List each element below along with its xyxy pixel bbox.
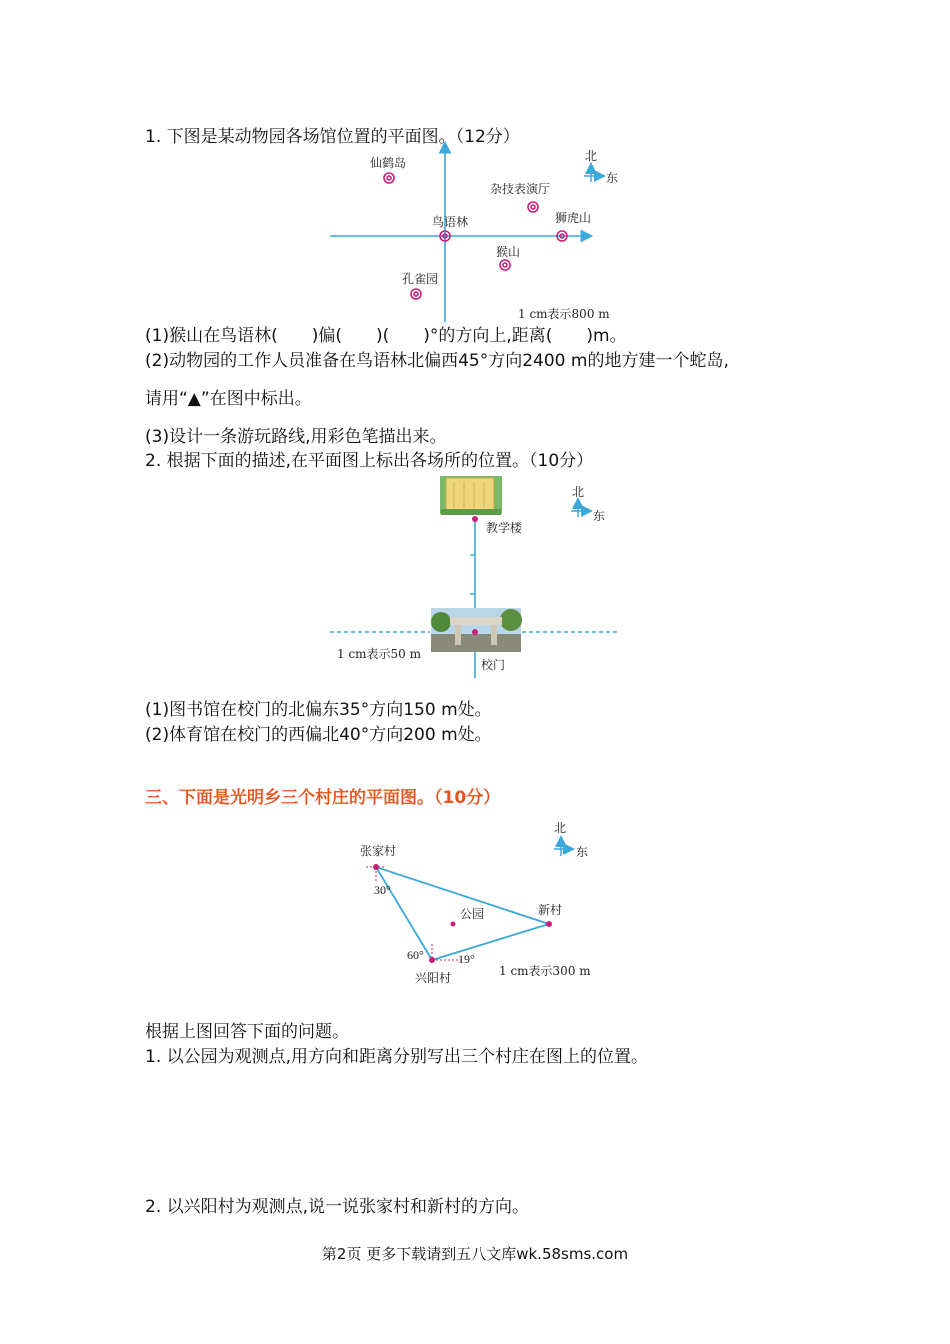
xincun-label: 新村 — [538, 903, 563, 917]
compass-north-label: 北 — [554, 821, 567, 835]
school-scale: 1 cm表示50 m — [337, 647, 422, 661]
q1-sub2b: 请用“▲”在图中标出。 — [145, 389, 312, 409]
gate-label: 校门 — [481, 658, 506, 672]
q1-sub3: (3)设计一条游玩路线,用彩色笔描出来。 — [145, 427, 447, 447]
place-shihushan: 狮虎山 — [555, 211, 592, 225]
compass-east-label: 东 — [576, 845, 589, 859]
zoo-scale: 1 cm表示800 m — [518, 307, 610, 321]
compass-icon — [554, 838, 572, 856]
section3-intro: 根据上图回答下面的问题。 — [145, 1022, 349, 1042]
place-niaoyulin: 鸟语林 — [432, 215, 469, 229]
zhangjiacun-label: 张家村 — [360, 844, 397, 858]
place-houshan: 猴山 — [496, 245, 521, 259]
q2-title: 2. 根据下面的描述,在平面图上标出各场所的位置。（10分） — [145, 451, 594, 471]
section3-heading: 三、下面是光明乡三个村庄的平面图。（10分） — [145, 788, 501, 808]
q2-sub2: (2)体育馆在校门的西偏北40°方向200 m处。 — [145, 725, 492, 745]
q1-sub2a: (2)动物园的工作人员准备在鸟语林北偏西45°方向2400 m的地方建一个蛇岛, — [145, 351, 729, 371]
page-footer: 第2页 更多下载请到五八文库wk.58sms.com — [321, 1245, 629, 1263]
angle-60: 60° — [407, 948, 424, 962]
section3-q2: 2. 以兴阳村为观测点,说一说张家村和新村的方向。 — [145, 1197, 530, 1217]
xincun-point-icon — [546, 921, 552, 927]
place-kongqueyuan: 孔雀园 — [402, 272, 439, 286]
compass-east-label: 东 — [606, 171, 619, 185]
q2-sub1: (1)图书馆在校门的北偏东35°方向150 m处。 — [145, 700, 492, 720]
compass-east-label: 东 — [593, 509, 606, 523]
place-xianhedao: 仙鹤岛 — [370, 156, 407, 170]
angle-19: 19° — [458, 952, 475, 966]
park-label: 公园 — [460, 907, 485, 921]
xingyangcun-point-icon — [429, 957, 435, 963]
q1-sub1: (1)猴山在鸟语林( )偏( )( )°的方向上,距离( )m。 — [145, 326, 627, 346]
compass-north-label: 北 — [585, 149, 598, 163]
section3-q1: 1. 以公园为观测点,用方向和距离分别写出三个村庄在图上的位置。 — [145, 1047, 649, 1067]
building-label: 教学楼 — [486, 521, 523, 535]
q1-title: 1. 下图是某动物园各场馆位置的平面图。（12分） — [145, 127, 520, 147]
angle-30: 30° — [374, 883, 391, 897]
zhangjiacun-point-icon — [373, 864, 379, 870]
park-point-icon — [451, 922, 456, 927]
place-zaji: 杂技表演厅 — [490, 182, 551, 196]
village-scale: 1 cm表示300 m — [499, 964, 591, 978]
xingyangcun-label: 兴阳村 — [415, 971, 452, 985]
compass-north-label: 北 — [572, 485, 585, 499]
